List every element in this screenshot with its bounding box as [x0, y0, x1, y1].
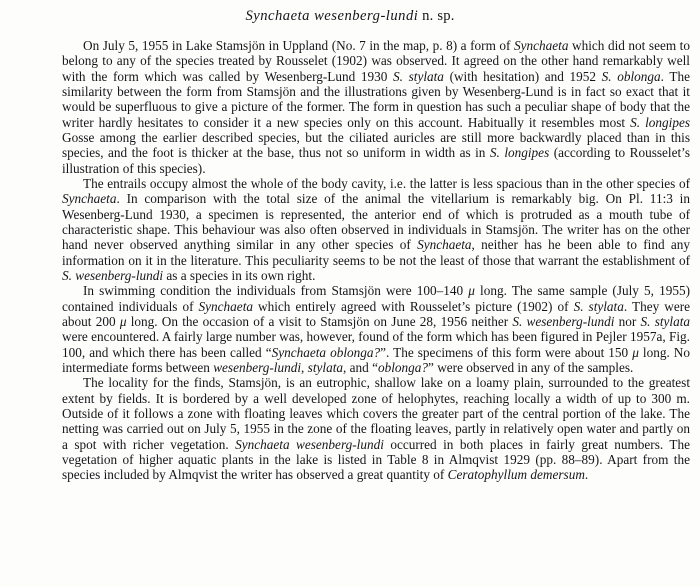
paragraph-2: The entrails occupy almost the whole of the body cavity, i.e. the latter is less spacious than in the other species of Synchaeta. In comparison with the total size of the animal the vitellarium is remarkably big. On Pl. 11:3 in Wesenberg-Lund 1930, a specimen is represented, the anterior end of which is protruded as a mouth tube of characteristic shape. This behaviour was also often observed in individuals in Stamsjön. The writer has on the other hand never observed anything similar in any other species of Synchaeta, neither has he been able to find any information on it in the literature. This peculiarity seems to be not the least of those that warrant the establishment of S. wesenberg-lundi as a species in its own right. — [62, 175, 691, 283]
micron-symbol-3: μ — [632, 344, 639, 360]
taxon-synchaeta-oblonga-q: Synchaeta oblonga? — [271, 344, 381, 360]
species-name: Synchaeta wesenberg-lundi — [245, 8, 419, 24]
taxon-oblonga-q: oblonga? — [377, 359, 429, 375]
taxon-synchaeta-wesenberg-lundi: Synchaeta wesenberg-lundi — [235, 436, 384, 452]
paragraph-1: On July 5, 1955 in Lake Stamsjön in Uppland (No. 7 in the map, p. 8) a form of Synchaeta which did not seem to belong to any of the species treated by Rousselet (1902) was observed. It agreed on the other hand remarkably well with the form which was called by Wesenberg-Lund 1930 S. stylata (with hesitation) and 1952 S. oblonga. The similarity between the form from Stamsjön and the illustrations given by Wesenberg-Lund is in fact so exact that it would be superfluous to give a picture of the former. The form in question has such a peculiar shape of body that the writer hardly hesitates to consider it a new species only on this account. Habitually it resembles most S. longipes Gosse among the earlier described species, but the ciliated auricles are still more backwardly placed than in this species, and the foot is thicker at the base, thus not so uniform in width as in S. longipes (according to Rousselet’s illustration of this species). — [62, 38, 691, 176]
taxon-synchaeta: Synchaeta — [514, 38, 569, 53]
taxon-s-stylata-2: S. stylata — [573, 298, 624, 314]
taxon-synchaeta-4: Synchaeta — [198, 298, 253, 314]
taxon-synchaeta-2: Synchaeta — [62, 191, 117, 207]
taxon-s-stylata-3: S. stylata — [640, 313, 691, 329]
taxon-s-wesenberg-lundi-2: S. wesenberg-lundi — [512, 313, 615, 329]
taxon-stylata: stylata — [307, 359, 344, 375]
paragraph-4: The locality for the finds, Stamsjön, is an eutrophic, shallow lake on a loamy plain, surrounded to the greatest extent by fields. It is bordered by a well developed zone of helophytes, reaching locally a width of up to 300 m. Outside of it follows a zone with floating leaves which covers the greater part of the central portion of the lake. The netting was carried out on July 5, 1955 in the zone of the floating leaves, partly in relatively open water and partly on a spot with richer vegetation. Synchaeta wesenberg-lundi occurred in both places in fairly great numbers. The vegetation of higher aquatic plants in the lake is listed in Table 8 in Almqvist 1929 (pp. 88–89). Apart from the species included by Almqvist the writer has observed a great quantity of Ceratophyllum demersum. — [62, 375, 690, 483]
taxon-wesenberg-lundi: wesenberg-lundi — [213, 359, 302, 375]
taxonomic-rank: n. sp. — [422, 8, 455, 24]
taxon-s-stylata: S. stylata — [393, 68, 444, 84]
taxon-s-longipes: S. longipes — [630, 114, 691, 130]
measurement-length-2: 200 μ — [95, 313, 127, 329]
taxon-s-wesenberg-lundi: S. wesenberg-lundi — [62, 267, 164, 283]
body-text — [62, 38, 690, 483]
page-title — [0, 8, 700, 25]
micron-symbol-2: μ — [119, 313, 127, 329]
taxon-s-oblonga: S. oblonga — [601, 68, 661, 84]
paragraph-3: In swimming condition the individuals from Stamsjön were 100–140 μ long. The same sample (July 5, 1955) contained individuals of Synchaeta which entirely agreed with Rousselet’s picture (1902) of S. stylata. They were about 200 μ long. On the occasion of a visit to Stamsjön on June 28, 1956 neither S. wesenberg-lundi nor S. stylata were encountered. A fairly large number was, however, found of the form which has been figured in Pejler 1957a, Fig. 100, and which there has been called “Synchaeta oblonga?”. The specimens of this form were about 150 μ long. No intermediate forms between wesenberg-lundi, stylata, and “oblonga?” were observed in any of the samples. — [62, 283, 691, 375]
taxon-ceratophyllum-demersum: Ceratophyllum demersum — [447, 467, 585, 483]
measurement-length-3: 150 μ — [608, 344, 639, 360]
taxon-synchaeta-3: Synchaeta — [417, 237, 472, 253]
taxon-s-longipes-2: S. longipes — [489, 145, 550, 161]
measurement-length-1: 100–140 μ — [416, 283, 475, 299]
micron-symbol: μ — [468, 283, 475, 299]
